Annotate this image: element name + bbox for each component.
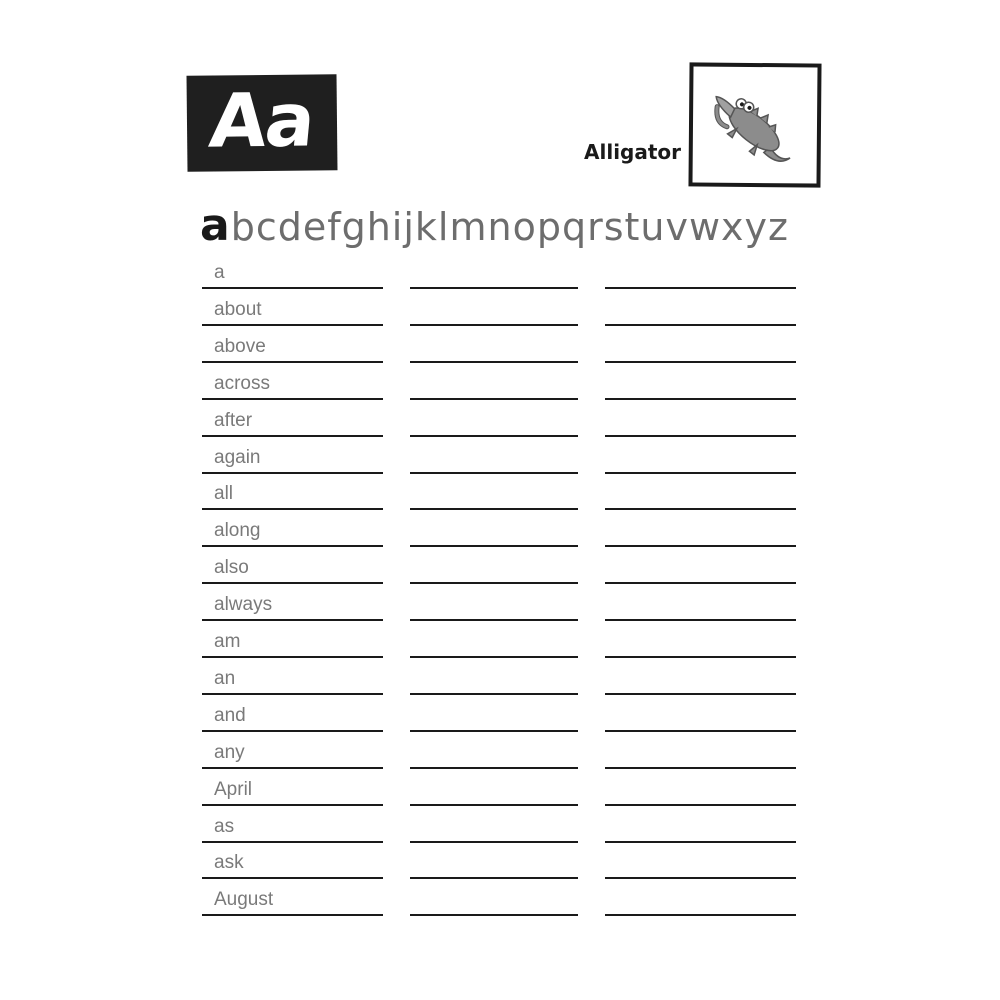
writing-line[interactable] [202, 287, 383, 289]
writing-line[interactable] [202, 545, 383, 547]
writing-line[interactable] [202, 656, 383, 658]
writing-line[interactable] [202, 619, 383, 621]
writing-line[interactable] [605, 656, 796, 658]
writing-line[interactable] [410, 324, 578, 326]
writing-line[interactable] [410, 914, 578, 916]
writing-line[interactable] [410, 508, 578, 510]
practice-word: as [214, 815, 235, 837]
writing-line[interactable] [410, 730, 578, 732]
practice-word: again [214, 446, 261, 468]
practice-word: April [214, 778, 253, 800]
practice-word: always [214, 594, 273, 616]
practice-word: and [214, 704, 246, 726]
letter-title: Aa [206, 77, 318, 165]
writing-line[interactable] [605, 508, 796, 510]
alphabet-highlight-letter: a [200, 200, 231, 251]
writing-line[interactable] [202, 361, 383, 363]
writing-line[interactable] [202, 693, 383, 695]
writing-line[interactable] [410, 435, 578, 437]
writing-line[interactable] [605, 767, 796, 769]
writing-line[interactable] [410, 472, 578, 474]
writing-line[interactable] [202, 508, 383, 510]
writing-line[interactable] [605, 841, 796, 843]
practice-word: also [214, 557, 249, 579]
writing-line[interactable] [202, 914, 383, 916]
writing-line[interactable] [410, 582, 578, 584]
writing-line[interactable] [410, 877, 578, 879]
writing-line[interactable] [202, 877, 383, 879]
practice-word: am [214, 631, 241, 652]
practice-word: August [214, 889, 274, 911]
practice-word: along [214, 520, 261, 542]
writing-line[interactable] [605, 435, 796, 437]
writing-line[interactable] [202, 582, 383, 584]
writing-line[interactable] [605, 804, 796, 806]
practice-word: an [214, 667, 236, 689]
writing-line[interactable] [605, 730, 796, 732]
writing-line[interactable] [605, 324, 796, 326]
picture-frame [688, 62, 821, 187]
practice-word: any [214, 741, 245, 763]
writing-line[interactable] [410, 693, 578, 695]
writing-line[interactable] [202, 324, 383, 326]
alphabet-strip [200, 200, 789, 251]
alligator-icon [692, 66, 817, 183]
writing-line[interactable] [202, 730, 383, 732]
writing-line[interactable] [410, 767, 578, 769]
writing-line[interactable] [605, 398, 796, 400]
writing-line[interactable] [202, 435, 383, 437]
writing-line[interactable] [605, 619, 796, 621]
writing-line[interactable] [410, 398, 578, 400]
writing-line[interactable] [410, 656, 578, 658]
writing-line[interactable] [605, 877, 796, 879]
letter-badge [187, 74, 338, 172]
practice-word: ask [214, 852, 244, 874]
writing-line[interactable] [202, 841, 383, 843]
writing-line[interactable] [410, 804, 578, 806]
writing-line[interactable] [202, 398, 383, 400]
writing-line[interactable] [605, 582, 796, 584]
practice-word: a [214, 262, 225, 283]
writing-line[interactable] [605, 472, 796, 474]
writing-line[interactable] [605, 693, 796, 695]
writing-line[interactable] [202, 767, 383, 769]
writing-line[interactable] [410, 361, 578, 363]
writing-line[interactable] [605, 914, 796, 916]
practice-word: about [214, 298, 262, 320]
writing-line[interactable] [605, 545, 796, 547]
writing-line[interactable] [410, 545, 578, 547]
picture-word: Alligator [584, 140, 682, 164]
practice-word: after [214, 409, 253, 431]
writing-line[interactable] [410, 619, 578, 621]
writing-line[interactable] [202, 804, 383, 806]
writing-line[interactable] [605, 361, 796, 363]
practice-word: across [214, 372, 270, 394]
practice-word: above [214, 335, 266, 357]
writing-line[interactable] [410, 287, 578, 289]
alphabet-remaining-letters: bcdefghijklmnopqrstuvwxyz [230, 205, 789, 249]
practice-word: all [214, 483, 234, 505]
writing-line[interactable] [202, 472, 383, 474]
writing-line[interactable] [410, 841, 578, 843]
writing-line[interactable] [605, 287, 796, 289]
